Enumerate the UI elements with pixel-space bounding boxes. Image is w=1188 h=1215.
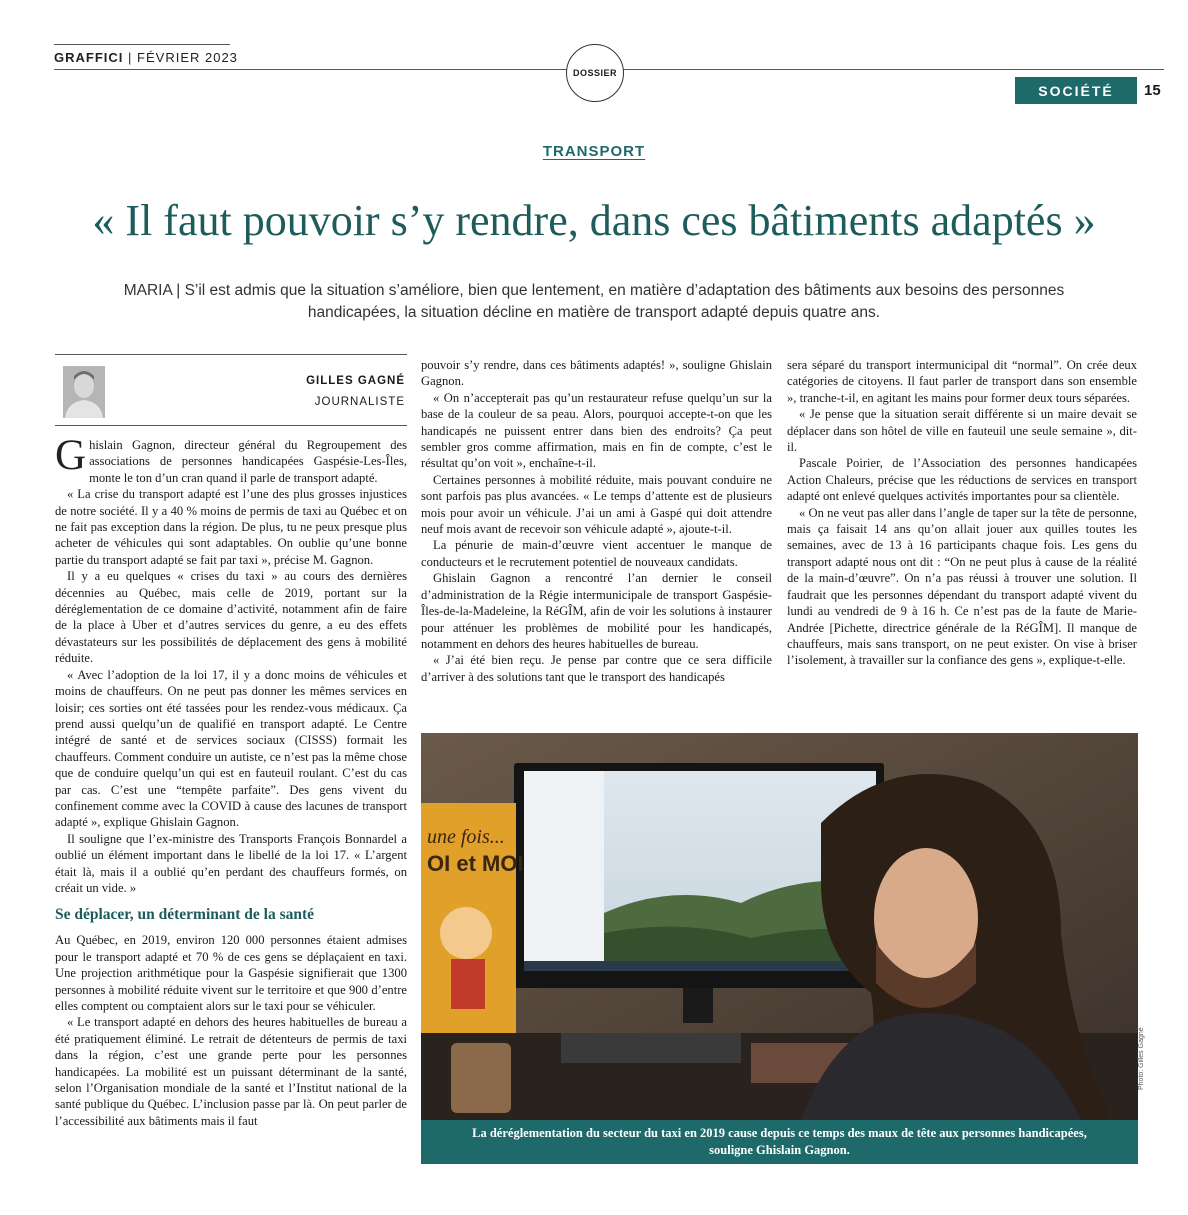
publication-line (54, 50, 238, 65)
paragraph: « Avec l’adoption de la loi 17, il y a donc moins de véhicules et moins de chauffeurs. On ne peut pas donner les mêmes services en loisir; ces sorties ont été tassées pour les rendez-vous médicaux. Ça prend aussi quelqu’un de qualifié en transport adapté. Le Centre intégré de santé et de services sociaux (CISSS) formait les chauffeurs. Comment conduire un autiste, ce n’est pas la même chose que de conduire quelqu’un qui est en fauteuil roulant. C’est du cas par cas. C’est une “tempête parfaite”. Des gens vivent du confinement comme avec la COVID à cause des lacunes de transport adapté », explique Ghislain Gagnon. (55, 667, 407, 830)
paragraph: Il y a eu quelques « crises du taxi » au cours des dernières décennies au Québec, mais celle de 2019, portant sur la déréglementation de ce domaine d’activité, notamment afin de faire de la place à Uber et d’autres services du genre, a eu des effets dévastateurs sur les possibilités de déplacement des gens à mobilité réduite. (55, 569, 407, 666)
photo-caption: La déréglementation du secteur du taxi en 2019 cause depuis ce temps des maux de tête aux personnes handicapées, souligne Ghislain Gagnon. (421, 1120, 1138, 1164)
photo-illustration (421, 733, 1138, 1120)
dossier-badge (566, 44, 624, 102)
page-number: 15 (1144, 82, 1161, 99)
author-portrait-icon (63, 366, 105, 418)
article-column-3 (787, 357, 1137, 669)
article-kicker (0, 143, 1188, 160)
paragraph (55, 432, 407, 486)
header-rule-short (54, 44, 230, 45)
article-column-2 (421, 357, 772, 685)
paragraph: « La crise du transport adapté est l’une des plus grosses injustices de notre société. Il y a 40 % moins de permis de taxi au Québec et on ne fait pas exception dans la région. De plus, tu ne peux presque plus acheter de véhicules qui sont adaptables. On oublie qu’une bonne partie du transport adapté se fait par taxi », précise M. Gagnon. (55, 487, 407, 567)
issue-date: FÉVRIER 2023 (137, 50, 238, 65)
article-photo (421, 733, 1138, 1120)
kicker-text: TRANSPORT (542, 143, 646, 160)
section-label: SOCIÉTÉ (1038, 82, 1114, 99)
author-rule-bottom (55, 425, 407, 426)
author-role: JOURNALISTE (314, 396, 405, 408)
section-tag (1015, 77, 1137, 104)
paragraph: « Le transport adapté en dehors des heures habituelles de bureau a été pratiquement éliminé. Le retrait de détenteurs de permis de taxi dans la région, c’est une grande perte pour les personnes handicapées. La mobilité est un puissant déterminant de la santé, selon l’Organisation mondiale de la santé et l’Institut national de la santé publique du Québec. L’inclusion passe par là. On peut parler de l’accessibilité aux bâtiments mais il faut (55, 1015, 407, 1128)
paragraph: sera séparé du transport intermunicipal dit “normal”. On crée deux catégories de citoyens. Il faut parler de transport dans son ensemble », tranche-t-il, en agitant les mains pour former deux tours séparées. (787, 358, 1137, 405)
author-rule-top (55, 354, 407, 355)
article-lede: MARIA | S’il est admis que la situation s’améliore, bien que lentement, en matière d’adaptation des bâtiments aux besoins des personnes handicapées, la situation décline en matière de transport adapté depuis quatre ans. (123, 282, 1065, 321)
paragraph: pouvoir s’y rendre, dans ces bâtiments adaptés! », souligne Ghislain Gagnon. (421, 358, 772, 389)
subheading: Se déplacer, un déterminant de la santé (55, 906, 315, 924)
paragraph: La pénurie de main-d’œuvre vient accentuer le manque de conducteurs et le recrutement potentiel de nouveaux candidats. (421, 538, 772, 569)
paragraph-text: hislain Gagnon, directeur général du Regroupement des associations de personnes handicapées Gaspésie-Les-Îles, monte le ton d’un cran quand il parle de transport adapté. (89, 438, 407, 485)
paragraph: Pascale Poirier, de l’Association des personnes handicapées Action Chaleurs, précise que les réductions de services en transport adapté ont enlevé quelques activités importantes pour sa clientèle. (787, 456, 1137, 504)
publication-name: GRAFFICI (54, 50, 124, 65)
paragraph: « J’ai été bien reçu. Je pense par contre que ce sera difficile d’arriver à des solutions tant que le transport des handicapés (421, 653, 772, 684)
paragraph: « On ne veut pas aller dans l’angle de taper sur la tête de personne, mais ça faisait 14 ans qu’on allait jouer aux quilles toutes les semaines, avec de 13 à 16 participants chaque fois. Les gens du transport adapté nous ont dit : “On ne peut plus à cause de la réalité de la main-d’œuvre”. On n’a pas réussi à trouver une solution. Il faudrait que les personnes dépendant du transport adapté vivent du lundi au vendredi de 9 à 16 h. Ce n’est pas de la faute de Marie-Andrée [Pichette, directrice générale de la RéGÎM]. Il manque de chauffeurs, mais sans transport, on ne peut exister. On vise à briser l’isolement, à travailler sur la confiance des gens », explique-t-elle. (787, 505, 1137, 668)
paragraph: Il souligne que l’ex-ministre des Transports François Bonnardel a oublié un élément important dans le libellé de la loi 17. « L’argent était là, mais il a oublié qu’en perdant des chauffeurs formés, on créait un vide. » (55, 831, 407, 895)
paragraph: « On n’accepterait pas qu’un restaurateur refuse quelqu’un sur la base de la couleur de sa peau. Alors, pourquoi accepte-t-on que les handicapés ne puissent entrer dans bien des endroits? Ça peut sembler gros comme affirmation, mais en fin de compte, c’est le résultat qu’on voit », enchaîne-t-il. (421, 390, 772, 471)
author-avatar (63, 366, 105, 418)
paragraph: Certaines personnes à mobilité réduite, mais pouvant conduire ne sont parfois pas plus avancées. « Le temps d’attente est de plusieurs mois pour avoir un véhicule. J’ai un ami à Gaspé qui doit attendre neuf mois avant de recevoir son véhicule adapté », ajoute-t-il. (421, 472, 772, 537)
publication-separator: | (128, 50, 133, 65)
article-headline: « Il faut pouvoir s’y rendre, dans ces bâtiments adaptés » (92, 196, 1096, 245)
dossier-label: DOSSIER (572, 68, 617, 78)
paragraph: Au Québec, en 2019, environ 120 000 personnes étaient admises pour le transport adapté et 70 % de ces gens se déplaçaient en taxi. Une projection arithmétique pour la Gaspésie signifierait que 1300 personnes à mobilité réduite vivent sur le territoire et que 900 d’entre elles comptent ou comptaient alors sur le taxi pour se véhiculer. (55, 933, 407, 1013)
drop-cap: G (55, 432, 87, 479)
book-title-line-1: une fois... (427, 826, 505, 848)
paragraph: « Je pense que la situation serait différente si un maire devait se déplacer dans son hôtel de ville en fauteuil une seule semaine », dit-il. (787, 407, 1137, 455)
book-title-line-2: OI et MOI (427, 851, 524, 876)
article-column-1 (55, 432, 407, 1129)
author-name: GILLES GAGNÉ (306, 375, 405, 387)
photo-credit: Photo: Gilles Gagné (1138, 1027, 1145, 1090)
paragraph: Ghislain Gagnon a rencontré l’an dernier le conseil d’administration de la Régie intermunicipale de transport Gaspésie-Îles-de-la-Madeleine, la RéGÎM, afin de voir les solutions à instaurer pour atténuer les problèmes de mobilité pour les handicapés, notamment en dehors des heures habituelles de bureau. (421, 571, 772, 651)
